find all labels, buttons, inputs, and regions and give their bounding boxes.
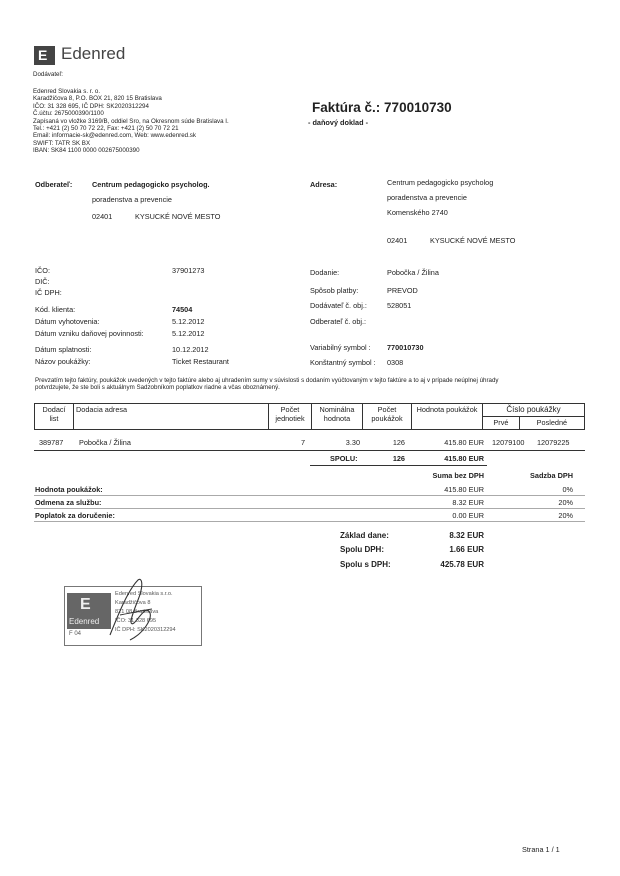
address-city: KYSUCKÉ NOVÉ MESTO: [430, 236, 516, 245]
header-first: Prvé: [483, 417, 520, 430]
summary-label: Odmena za službu:: [35, 498, 102, 507]
payment-label: Spôsob platby:: [310, 286, 359, 295]
stamp-line: IČ DPH: SK2020312294: [115, 627, 176, 633]
client-code-value: 74504: [172, 305, 193, 314]
customer-zip: 02401: [92, 212, 113, 221]
supplier-line: Č.účtu: 2675000390/1100: [33, 110, 104, 118]
issue-date-label: Dátum vyhotovenia:: [35, 317, 100, 326]
customer-city: KYSUCKÉ NOVÉ MESTO: [135, 212, 221, 221]
stamp-line: Edenred Slovakia s.r.o.: [115, 591, 173, 597]
notice-line: Prevzatím tejto faktúry, poukážok uvedených v tejto faktúre alebo aj uhradením sumy v súvislosti s dodaním vyúčtovaným v tejto faktúre a to aj v prípade neúplnej úhrady: [35, 377, 499, 384]
summary-rate: 20%: [558, 498, 573, 507]
payment-value: PREVOD: [387, 286, 418, 295]
row-count: 126: [392, 438, 405, 447]
tax-date-value: 5.12.2012: [172, 329, 205, 338]
variable-symbol-value: 770010730: [387, 343, 424, 352]
summary-amount: 8.32 EUR: [452, 498, 484, 507]
client-code-label: Kód. klienta:: [35, 305, 76, 314]
address-line1: Centrum pedagogicko psycholog: [387, 178, 494, 187]
header-last: Posledné: [519, 417, 584, 430]
summary-col-base: Suma bez DPH: [432, 471, 484, 480]
invoice-subtitle: - daňový doklad -: [308, 118, 369, 127]
customer-label: Odberateľ:: [35, 180, 73, 189]
tax-date-label: Dátum vzniku daňovej povinnosti:: [35, 329, 144, 338]
ico-label: IČO:: [35, 266, 50, 275]
header-voucher-no: Číslo poukážky: [483, 404, 585, 417]
supplier-line: IBAN: SK84 1100 0000 002675000390: [33, 147, 140, 155]
header-nominal: Nominálna hodnota: [312, 404, 363, 430]
supplier-line: Zapísaná vo vložke 3169/B, oddiel Sro, na Okresnom súde Bratislava I.: [33, 117, 229, 125]
ico-value: 37901273: [172, 266, 205, 275]
row-divider: [34, 450, 585, 451]
stamp-code: F 04: [69, 631, 82, 637]
icdph-label: IČ DPH:: [35, 288, 62, 297]
supplier-line: IČO: 31 328 695, IČ DPH: SK2020312294: [33, 102, 149, 110]
row-nominal: 3.30: [345, 438, 360, 447]
header-value: Hodnota poukážok: [412, 404, 483, 430]
issue-date-value: 5.12.2012: [172, 317, 205, 326]
stamp-logo-icon: E Edenred: [67, 593, 111, 629]
logo-name: Edenred: [61, 44, 126, 63]
total-vat-label: Spolu DPH:: [340, 545, 384, 554]
supplier-order-value: 528051: [387, 301, 412, 310]
page-number: Strana 1 / 1: [522, 845, 560, 854]
due-date-value: 10.12.2012: [172, 345, 209, 354]
total-base-label: Základ dane:: [340, 531, 389, 540]
summary-divider: [34, 521, 585, 522]
notice-text: [35, 377, 499, 392]
address-line2: poradenstva a prevencie: [387, 193, 467, 202]
summary-amount: 415.80 EUR: [444, 485, 484, 494]
voucher-name-value: Ticket Restaurant: [172, 357, 229, 366]
total-vat-value: 1.66 EUR: [449, 545, 484, 554]
summary-label: Poplatok za doručenie:: [35, 511, 115, 520]
sum-divider: [310, 465, 487, 466]
total-label: Spolu s DPH:: [340, 560, 391, 569]
supplier-label: Dodávateľ:: [33, 71, 64, 78]
row-first: 12079100: [492, 438, 525, 447]
sum-value: 415.80 EUR: [444, 454, 484, 463]
constant-symbol-label: Konštantný symbol :: [310, 358, 376, 367]
supplier-line: SWIFT: TATR SK BX: [33, 139, 91, 147]
delivery-value: Pobočka / Žilina: [387, 268, 439, 277]
supplier-block: [33, 88, 229, 155]
signature-icon: [100, 575, 160, 645]
customer-name: Centrum pedagogicko psycholog.: [92, 180, 210, 189]
row-address: Pobočka / Žilina: [79, 438, 131, 447]
dic-label: DIČ:: [35, 277, 50, 286]
stamp-line: IČO: 31 328 695: [115, 618, 157, 624]
address-line3: Komenského 2740: [387, 208, 448, 217]
constant-symbol-value: 0308: [387, 358, 404, 367]
row-units: 7: [300, 438, 305, 447]
summary-rate: 0%: [562, 485, 573, 494]
voucher-name-label: Názov poukážky:: [35, 357, 91, 366]
items-table: [34, 403, 585, 430]
total-value: 425.78 EUR: [440, 560, 484, 569]
row-delivery-note: 389787: [39, 438, 64, 447]
customer-name2: poradenstva a prevencie: [92, 195, 172, 204]
total-base-value: 8.32 EUR: [449, 531, 484, 540]
due-date-label: Dátum splatnosti:: [35, 345, 92, 354]
summary-divider: [34, 508, 585, 509]
address-zip: 02401: [387, 236, 408, 245]
header-delivery-note: Dodací list: [35, 404, 74, 430]
invoice-title: [312, 100, 452, 115]
address-label: Adresa:: [310, 180, 338, 189]
supplier-line: Edenred Slovakia s. r. o.: [33, 88, 101, 95]
row-last: 12079225: [537, 438, 570, 447]
supplier-line: Karadžičova 8, P.O. BOX 21, 820 15 Bratislava: [33, 95, 162, 103]
customer-order-label: Odberateľ č. obj.:: [310, 317, 367, 326]
stamp-line: Karadžičova 8: [115, 600, 151, 606]
supplier-line: Email: informacie-sk@edenred.com, Web: www.edenred.sk: [33, 132, 196, 140]
header-units: Počet jednotiek: [269, 404, 312, 430]
delivery-label: Dodanie:: [310, 268, 340, 277]
header-count: Počet poukážok: [363, 404, 412, 430]
sum-count: 126: [392, 454, 405, 463]
row-value: 415.80 EUR: [444, 438, 484, 447]
variable-symbol-label: Variabilný symbol :: [310, 343, 371, 352]
header-delivery-address: Dodacia adresa: [74, 404, 269, 430]
supplier-line: Tel.: +421 (2) 50 70 72 22, Fax: +421 (2) 50 70 72 21: [33, 125, 179, 133]
sum-label: SPOLU:: [330, 454, 358, 463]
notice-line: potvrdzujete, že ste boli s aktuálnym Sadzobníkom poplatkov riadne a včas oboznámený.: [35, 384, 280, 392]
stamp-line: 821 08 Bratislava: [115, 609, 159, 615]
summary-amount: 0.00 EUR: [452, 511, 484, 520]
supplier-order-label: Dodávateľ č. obj.:: [310, 301, 367, 310]
summary-divider: [34, 495, 585, 496]
invoice-label: Faktúra č.:: [312, 100, 381, 115]
summary-label: Hodnota poukážok:: [35, 485, 103, 494]
edenred-logo-icon: E: [34, 46, 55, 65]
summary-rate: 20%: [558, 511, 573, 520]
summary-col-rate: Sadzba DPH: [530, 471, 573, 480]
invoice-number: 770010730: [384, 100, 452, 115]
